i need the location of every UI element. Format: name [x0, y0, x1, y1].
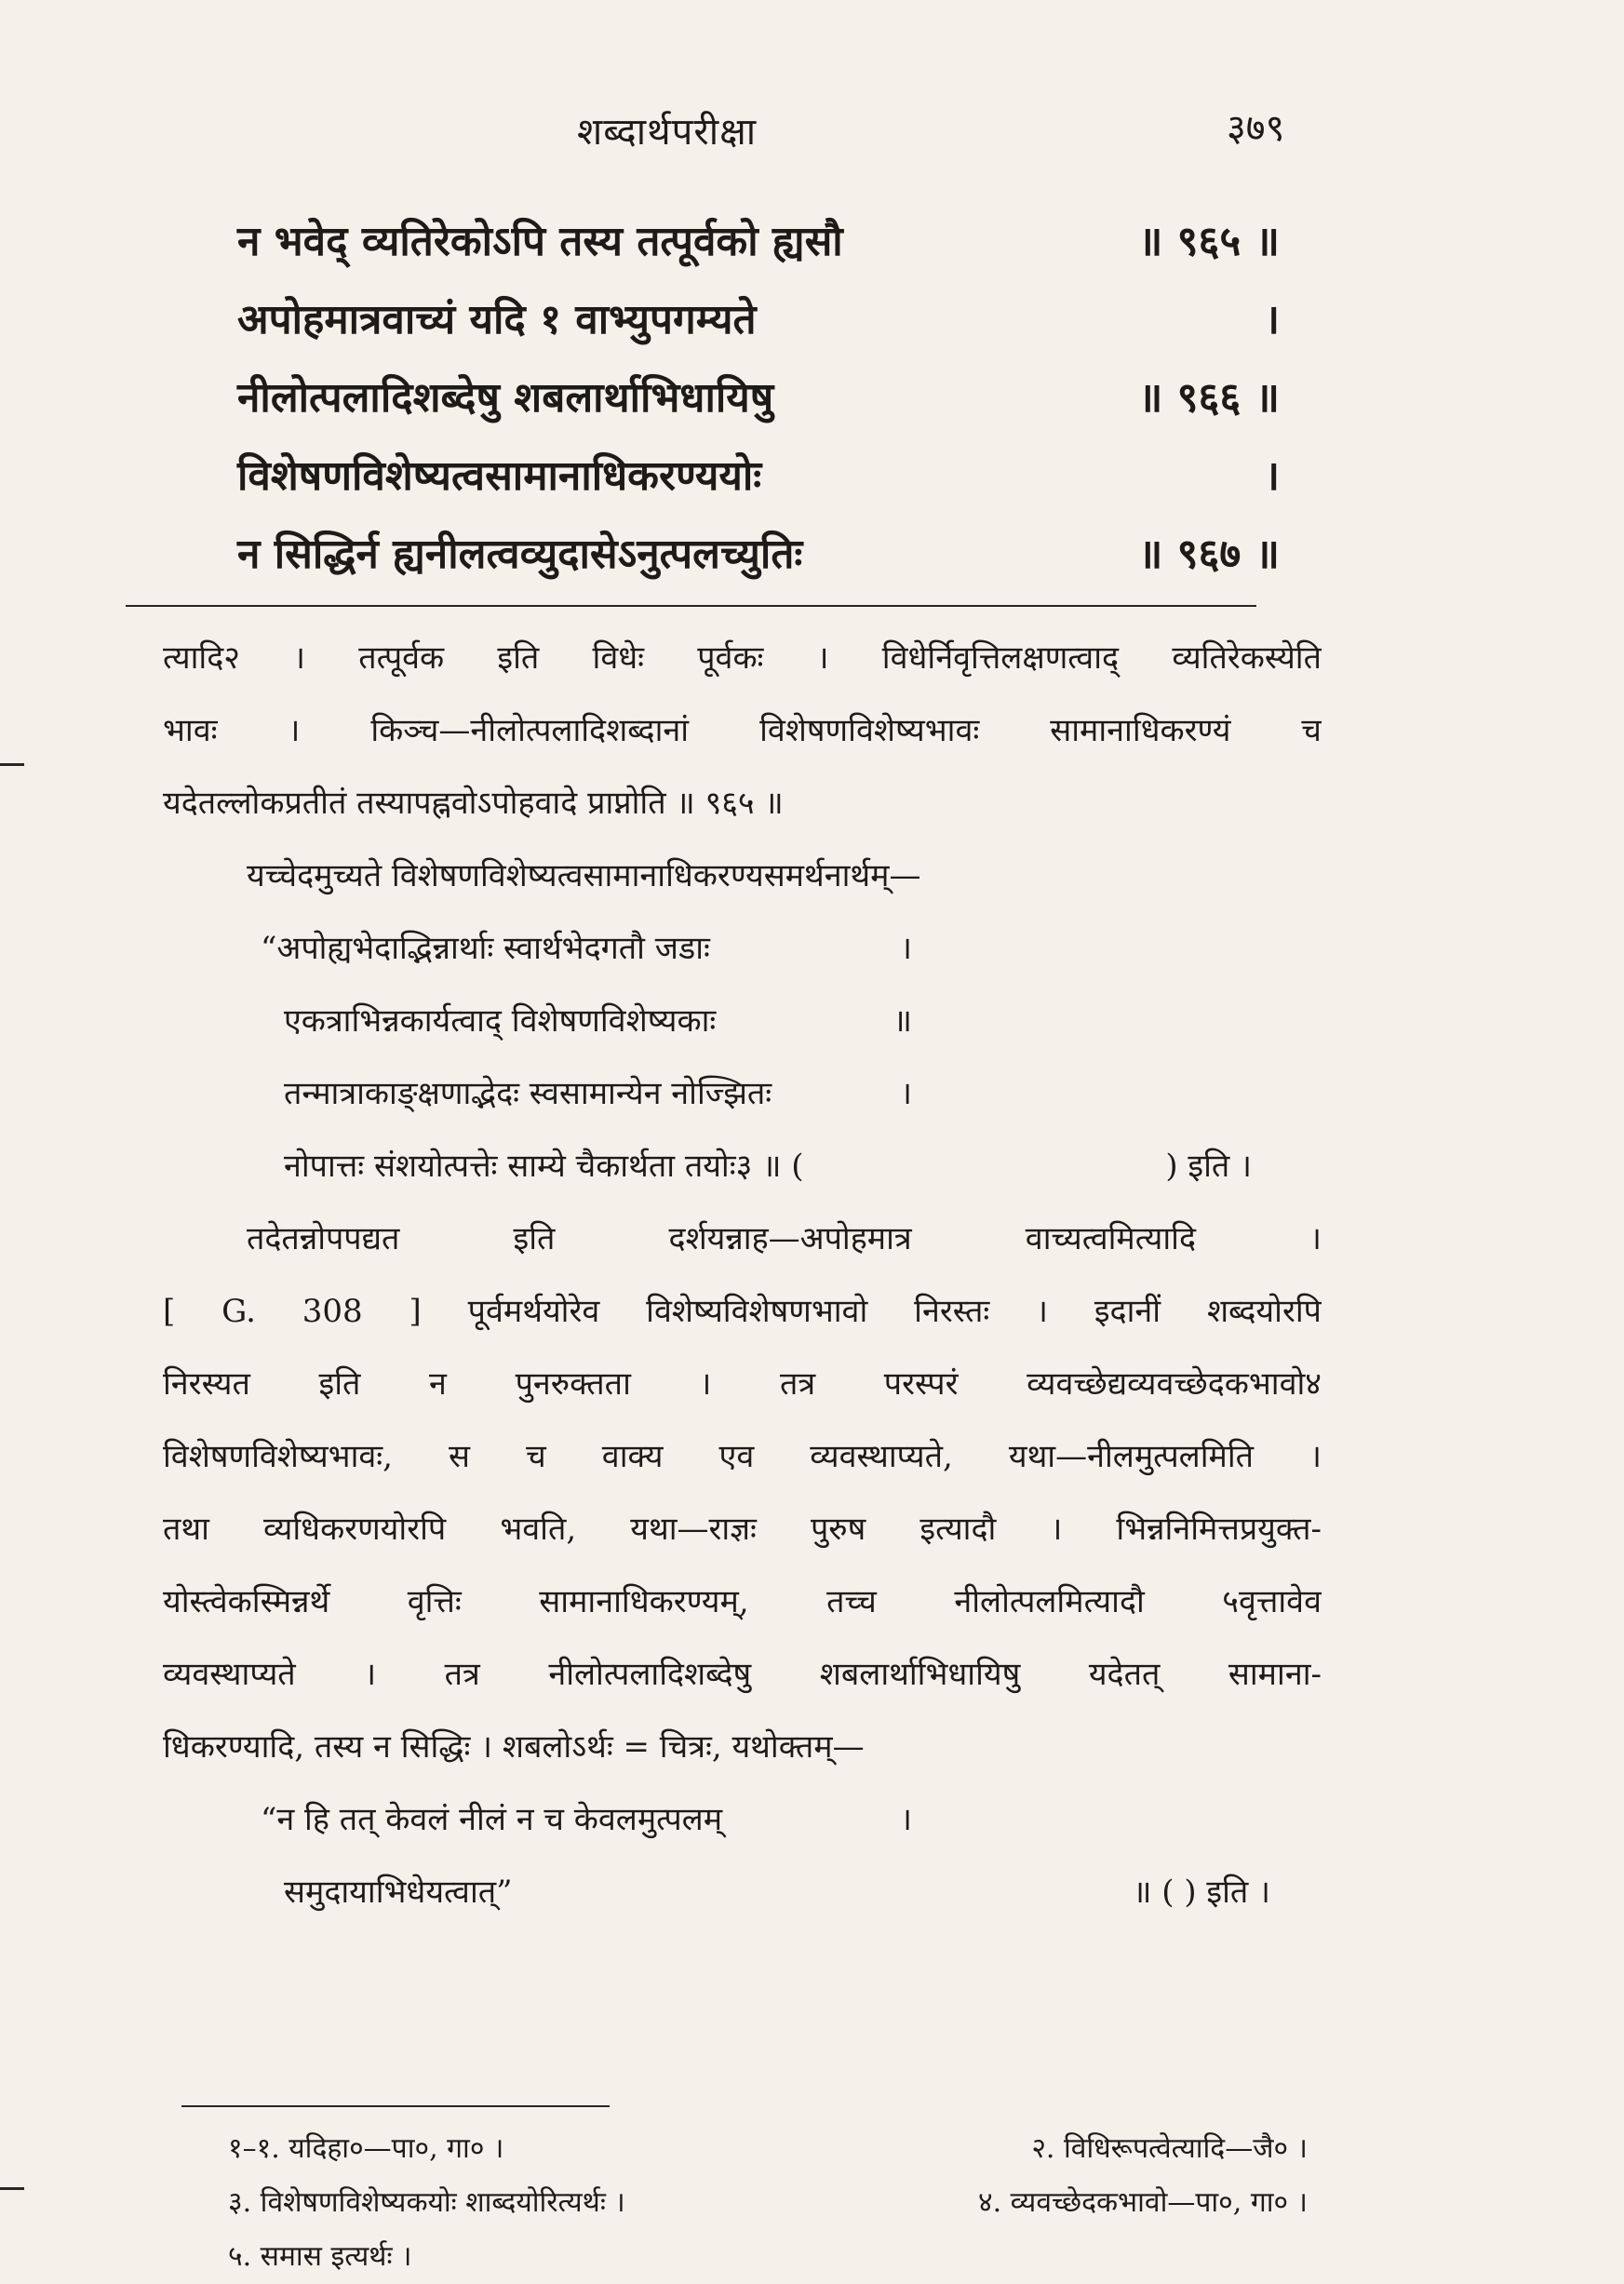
commentary-line: विशेषणविशेष्यभावः, स च वाक्य एव व्यवस्थाप्यते, यथा—नीलमुत्पलमिति ।	[163, 1438, 1322, 1475]
verse-number: ॥ ९६७ ॥	[1138, 531, 1280, 578]
commentary-line: योस्त्वेकस्मिन्नर्थे वृत्तिः सामानाधिकरण्यम्, तच्च नीलोत्पलमित्यादौ ५वृत्तावेव	[163, 1583, 1322, 1620]
quote-text: “अपोह्यभेदाद्भिन्नार्थाः स्वार्थभेदगतौ जडाः	[261, 930, 710, 967]
footnote: ४. व्यवच्छेदकभावो—पा०, गा० ।	[977, 2186, 1308, 2219]
commentary-line: भावः । किञ्च—नीलोत्पलादिशब्दानां विशेषणविशेष्यभावः सामानाधिकरण्यं च	[163, 712, 1322, 749]
verse-text: न सिद्धिर्न ह्यनीलत्वव्युदासेऽनुत्पलच्युतिः	[237, 531, 803, 578]
quote-ending: ॥ ( ) इति ।	[1133, 1874, 1270, 1911]
quote-danda: ।	[900, 930, 912, 967]
footnote: ५. समास इत्यर्थः ।	[228, 2240, 412, 2273]
commentary-line: [ G. 308 ] पूर्वमर्थयोरेव विशेष्यविशेषणभावो निरस्तः । इदानीं शब्दयोरपि	[163, 1293, 1322, 1330]
verse-text: नीलोत्पलादिशब्देषु शबलार्थाभिधायिषु	[237, 374, 774, 422]
verse-line	[237, 516, 1280, 594]
verse-line	[237, 281, 1280, 359]
verse-line	[237, 437, 1280, 516]
quote-ending: ) इति ।	[1165, 1148, 1252, 1185]
commentary-line: यच्चेदमुच्यते विशेषणविशेष्यत्वसामानाधिकरण्यसमर्थनार्थम्—	[247, 857, 921, 894]
commentary-line: धिकरण्यादि, तस्य न सिद्धिः । शबलोऽर्थः = चित्रः, यथोक्तम्—	[163, 1728, 865, 1766]
footnote: ३. विशेषणविशेष्यकयोः शाब्दयोरित्यर्थः ।	[228, 2186, 625, 2219]
verse-text: विशेषणविशेष्यत्वसामानाधिकरण्ययोः	[237, 452, 762, 500]
quote-text: “न हि तत् केवलं नीलं न च केवलमुत्पलम्	[261, 1801, 723, 1838]
commentary-line: तथा व्यधिकरणयोरपि भवति, यथा—राज्ञः पुरुष इत्यादौ । भिन्ननिमित्तप्रयुक्त-	[163, 1511, 1322, 1548]
quote-danda: ।	[900, 1801, 912, 1838]
quote-line	[163, 1130, 1322, 1202]
commentary-line: तदेतन्नोपपद्यत इति दर्शयन्नाह—अपोहमात्र वाच्यत्वमित्यादि ।	[247, 1220, 1322, 1257]
commentary-line: निरस्यत इति न पुनरुक्तता । तत्र परस्परं व्यवच्छेद्यव्यवच्छेदकभावो४	[163, 1365, 1322, 1403]
quote-line	[163, 1057, 1322, 1130]
verse-danda: ।	[1264, 296, 1280, 343]
page-number: ३७९	[1227, 107, 1285, 150]
footnote: २. विधिरूपत्वेत्यादि—जै० ।	[1031, 2132, 1308, 2165]
verse-number: ॥ ९६५ ॥	[1138, 218, 1280, 265]
commentary-line: व्यवस्थाप्यते । तत्र नीलोत्पलादिशब्देषु शबलार्थाभिधायिषु यदेतत् सामाना-	[163, 1656, 1322, 1693]
margin-mark	[0, 2187, 24, 2190]
verse-line	[237, 359, 1280, 437]
quote-line	[163, 985, 1322, 1057]
footnote-row	[228, 2122, 1308, 2176]
quote-danda: ॥	[893, 1002, 912, 1040]
quote-line	[163, 912, 1322, 985]
quote-line	[163, 1856, 1322, 1928]
footnote: १–१. यदिहा०—पा०, गा० ।	[228, 2132, 504, 2165]
commentary-block	[163, 622, 1322, 1928]
footnotes-block	[228, 2122, 1308, 2284]
commentary-line: यदेतल्लोकप्रतीतं तस्यापह्नवोऽपोहवादे प्राप्नोति ॥ ९६५ ॥	[163, 785, 784, 822]
footnote-rule	[181, 2105, 610, 2107]
quote-text: नोपात्तः संशयोत्पत्तेः साम्ये चैकार्थता तयोः३ ॥ (	[284, 1148, 804, 1185]
verse-separator-rule	[126, 605, 1256, 607]
verse-line	[237, 203, 1280, 281]
margin-mark	[0, 763, 24, 766]
footnote-row	[228, 2176, 1308, 2230]
verse-number: ॥ ९६६ ॥	[1138, 374, 1280, 422]
quote-text: समुदायाभिधेयत्वात्”	[284, 1874, 513, 1911]
verse-danda: ।	[1264, 452, 1280, 500]
quote-text: तन्मात्राकाङ्क्षणाद्भेदः स्वसामान्येन नोज्झितः	[284, 1075, 772, 1112]
running-head: शब्दार्थपरीक्षा	[577, 111, 758, 154]
quote-danda: ।	[900, 1075, 912, 1112]
footnote-row	[228, 2230, 1308, 2284]
commentary-line: त्यादि२ । तत्पूर्वक इति विधेः पूर्वकः । विधेर्निवृत्तिलक्षणत्वाद् व्यतिरेकस्येति	[163, 639, 1322, 677]
verse-block	[237, 203, 1280, 594]
verse-text: न भवेद् व्यतिरेकोऽपि तस्य तत्पूर्वको ह्यसौ	[237, 218, 843, 265]
verse-text: अपोहमात्रवाच्यं यदि १ वाभ्युपगम्यते	[237, 296, 757, 343]
quote-line	[163, 1783, 1322, 1856]
quote-text: एकत्राभिन्नकार्यत्वाद् विशेषणविशेष्यकाः	[284, 1002, 717, 1040]
